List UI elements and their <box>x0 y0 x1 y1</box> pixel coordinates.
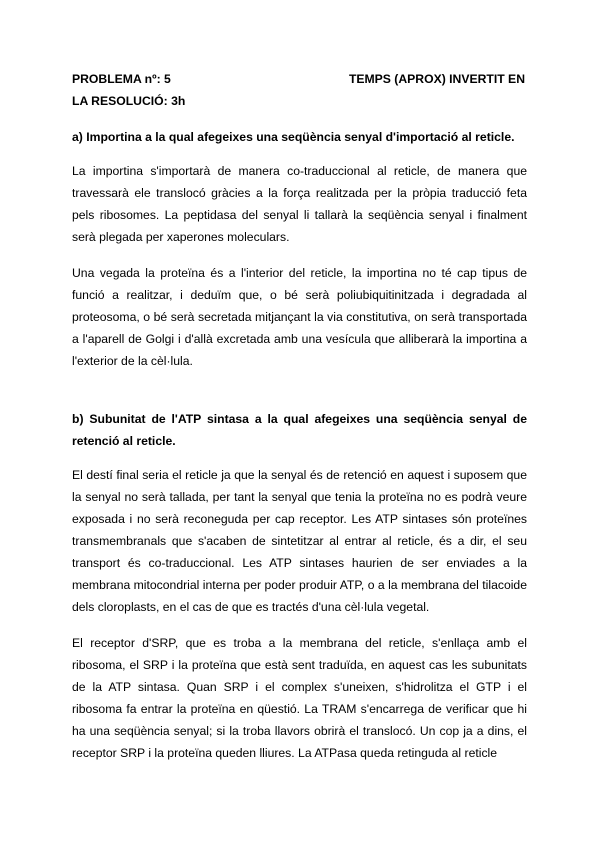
section-b-paragraph-1: El destí final seria el reticle ja que la senyal és de retenció en aquest i suposem que la senyal no serà tallada, per tant la senyal que tenia la proteïna no es podrà veure exposada i no serà reconeguda per cap receptor. Les ATP sintases són proteïnes transmembranals que s'acaben de sintetitzar al entrar al reticle, és a dir, el seu transport és co-traduccional. Les ATP sintases haurien de ser enviades a la membrana mitocondrial interna per poder produir ATP, o a la membrana del tilacoide dels cloroplasts, en el cas de que es tractés d'una cèl·lula vegetal. <box>72 468 527 614</box>
section-a-heading: a) Importina a la qual afegeixes una seqüència senyal d'importació al reticle. <box>72 130 515 144</box>
section-b-heading: b) Subunitat de l'ATP sintasa a la qual afegeixes una seqüència senyal de retenció al reticle. <box>72 412 527 448</box>
problem-number: PROBLEMA nº: 5 <box>72 72 171 86</box>
document-header <box>72 68 527 112</box>
document-page <box>72 68 527 764</box>
section-b-paragraph-2: El receptor d'SRP, que es troba a la membrana del reticle, s'enllaça amb el ribosoma, el SRP i la proteïna que està sent traduïda, en aquest cas les subunitats de la ATP sintasa. Quan SRP i el complex s'uneixen, s'hidrolitza el GTP i el ribosoma fa entrar la proteïna en qüestió. La TRAM s'encarrega de verificar que hi ha una seqüència senyal; si la troba llavors obrirà el translocó. Un cop ja a dins, el receptor SRP i la proteïna queden lliures. La ATPasa queda retinguda al reticle <box>72 636 527 760</box>
section-a-paragraph-1: La importina s'importarà de manera co-traduccional al reticle, de manera que travessarà ele translocó gràcies a la força realitzada per la pròpia traducció feta pels ribosomes. La peptidasa del senyal li tallarà la seqüència senyal i finalment serà plegada per xaperones moleculars. <box>72 164 527 244</box>
time-label: TEMPS (APROX) INVERTIT EN <box>348 72 525 86</box>
section-a-paragraph-2: Una vegada la proteïna és a l'interior del reticle, la importina no té cap tipus de funció a realitzar, i deduïm que, o bé serà poliubiquitinitzada i degradada al proteosoma, o bé serà secretada mitjançant la via constitutiva, on serà transportada a l'aparell de Golgi i d'allà excretada amb una vesícula que alliberarà la importina a l'exterior de la cèl·lula. <box>72 266 527 368</box>
resolution-time: LA RESOLUCIÓ: 3h <box>72 94 186 108</box>
